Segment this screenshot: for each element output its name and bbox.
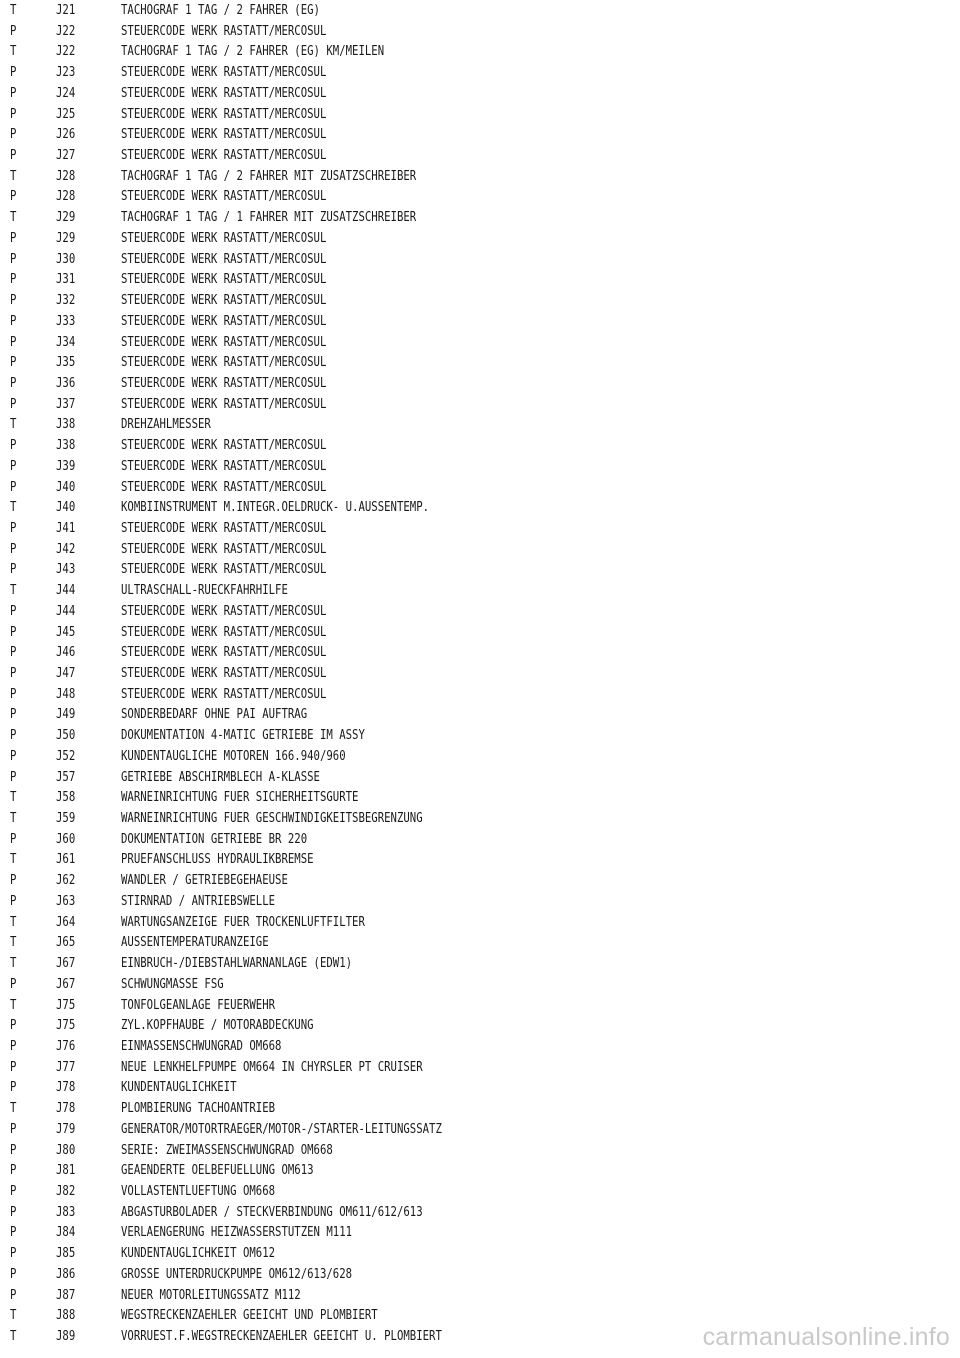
- row-code: J30: [56, 251, 76, 267]
- row-description: TACHOGRAF 1 TAG / 1 FAHRER MIT ZUSATZSCHREIBER: [121, 210, 417, 226]
- list-item: [10, 415, 950, 436]
- row-code: J27: [56, 148, 76, 164]
- list-item: [10, 913, 950, 934]
- row-code: J41: [56, 520, 76, 536]
- row-description: AUSSENTEMPERATURANZEIGE: [121, 935, 269, 951]
- row-description: KUNDENTAUGLICHE MOTOREN 166.940/960: [121, 748, 346, 764]
- row-description: STEUERCODE WERK RASTATT/MERCOSUL: [121, 479, 327, 495]
- row-description: EINMASSENSCHWUNGRAD OM668: [121, 1038, 282, 1054]
- row-type: P: [10, 1080, 17, 1096]
- row-type: P: [10, 1204, 17, 1220]
- list-item: [10, 353, 950, 374]
- row-type: T: [10, 500, 17, 516]
- row-code: J84: [56, 1225, 76, 1241]
- row-type: T: [10, 210, 17, 226]
- row-type: P: [10, 624, 17, 640]
- row-type: P: [10, 230, 17, 246]
- row-code: J38: [56, 417, 76, 433]
- list-item: [10, 374, 950, 395]
- list-item: [10, 291, 950, 312]
- row-code: J43: [56, 562, 76, 578]
- row-type: P: [10, 127, 17, 143]
- row-type: P: [10, 728, 17, 744]
- row-type: P: [10, 272, 17, 288]
- list-item: [10, 270, 950, 291]
- row-code: J29: [56, 210, 76, 226]
- row-type: P: [10, 479, 17, 495]
- list-item: [10, 229, 950, 250]
- row-type: P: [10, 438, 17, 454]
- row-type: T: [10, 417, 17, 433]
- row-code: J39: [56, 458, 76, 474]
- row-type: T: [10, 852, 17, 868]
- row-type: P: [10, 603, 17, 619]
- row-type: P: [10, 23, 17, 39]
- list-item: [10, 850, 950, 871]
- list-item: [10, 478, 950, 499]
- row-type: P: [10, 562, 17, 578]
- row-code: J76: [56, 1038, 76, 1054]
- watermark: carmanualsonline.info: [702, 1323, 950, 1351]
- row-type: T: [10, 1101, 17, 1117]
- row-code: J63: [56, 893, 76, 909]
- row-type: P: [10, 1142, 17, 1158]
- row-type: P: [10, 1018, 17, 1034]
- row-description: STEUERCODE WERK RASTATT/MERCOSUL: [121, 666, 327, 681]
- row-type: P: [10, 1225, 17, 1241]
- row-description: STEUERCODE WERK RASTATT/MERCOSUL: [121, 603, 327, 619]
- list-item: [10, 560, 950, 581]
- list-item: [10, 747, 950, 768]
- row-code: J22: [56, 23, 76, 39]
- row-code: J86: [56, 1266, 76, 1282]
- row-description: SCHWUNGMASSE FSG: [121, 976, 224, 992]
- row-description: STEUERCODE WERK RASTATT/MERCOSUL: [121, 458, 327, 474]
- row-code: J34: [56, 334, 76, 350]
- row-type: P: [10, 1183, 17, 1199]
- list-item: [10, 519, 950, 540]
- row-code: J57: [56, 769, 76, 785]
- row-type: P: [10, 1059, 17, 1075]
- row-type: P: [10, 1266, 17, 1282]
- row-type: T: [10, 168, 17, 184]
- list-item: [10, 1058, 950, 1079]
- row-description: WANDLER / GETRIEBEGEHAEUSE: [121, 873, 288, 889]
- row-description: VOLLASTENTLUEFTUNG OM668: [121, 1183, 276, 1199]
- row-description: KUNDENTAUGLICHKEIT: [121, 1080, 237, 1096]
- row-type: T: [10, 1329, 17, 1344]
- list-item: [10, 1223, 950, 1244]
- row-type: P: [10, 396, 17, 412]
- row-code: J32: [56, 293, 76, 309]
- row-type: P: [10, 355, 17, 371]
- list-item: [10, 436, 950, 457]
- row-code: J67: [56, 976, 76, 992]
- row-description: STEUERCODE WERK RASTATT/MERCOSUL: [121, 645, 327, 661]
- row-description: PRUEFANSCHLUSS HYDRAULIKBREMSE: [121, 852, 314, 868]
- row-code: J52: [56, 748, 76, 764]
- row-code: J62: [56, 873, 76, 889]
- row-type: P: [10, 666, 17, 681]
- row-description: STEUERCODE WERK RASTATT/MERCOSUL: [121, 375, 327, 391]
- list-item: [10, 664, 950, 685]
- row-description: STEUERCODE WERK RASTATT/MERCOSUL: [121, 272, 327, 288]
- row-description: STEUERCODE WERK RASTATT/MERCOSUL: [121, 251, 327, 267]
- row-code: J24: [56, 85, 76, 101]
- list-item: [10, 1265, 950, 1286]
- row-type: T: [10, 914, 17, 930]
- row-type: P: [10, 313, 17, 329]
- list-item: [10, 84, 950, 105]
- row-type: P: [10, 458, 17, 474]
- row-type: T: [10, 790, 17, 806]
- row-type: P: [10, 707, 17, 723]
- row-code: J37: [56, 396, 76, 412]
- row-description: STEUERCODE WERK RASTATT/MERCOSUL: [121, 23, 327, 39]
- row-code: J44: [56, 583, 76, 599]
- code-listing: [10, 1, 950, 1348]
- row-type: P: [10, 873, 17, 889]
- list-item: [10, 498, 950, 519]
- list-item: [10, 1037, 950, 1058]
- row-description: STEUERCODE WERK RASTATT/MERCOSUL: [121, 624, 327, 640]
- list-item: [10, 63, 950, 84]
- row-code: J83: [56, 1204, 76, 1220]
- row-code: J78: [56, 1080, 76, 1096]
- row-description: STEUERCODE WERK RASTATT/MERCOSUL: [121, 230, 327, 246]
- row-code: J31: [56, 272, 76, 288]
- list-item: [10, 1141, 950, 1162]
- row-description: GROSSE UNTERDRUCKPUMPE OM612/613/628: [121, 1266, 353, 1282]
- list-item: [10, 1203, 950, 1224]
- list-item: [10, 1120, 950, 1141]
- row-type: P: [10, 1246, 17, 1262]
- row-type: P: [10, 293, 17, 309]
- row-code: J85: [56, 1246, 76, 1262]
- row-description: DREHZAHLMESSER: [121, 417, 211, 433]
- row-code: J78: [56, 1101, 76, 1117]
- list-item: [10, 1244, 950, 1265]
- list-item: [10, 167, 950, 188]
- row-type: P: [10, 831, 17, 847]
- list-item: [10, 643, 950, 664]
- row-code: J50: [56, 728, 76, 744]
- row-code: J88: [56, 1308, 76, 1324]
- row-code: J38: [56, 438, 76, 454]
- row-code: J21: [56, 3, 76, 18]
- row-description: ULTRASCHALL-RUECKFAHRHILFE: [121, 583, 288, 599]
- list-item: [10, 395, 950, 416]
- row-type: P: [10, 541, 17, 557]
- row-type: P: [10, 1038, 17, 1054]
- row-description: WARNEINRICHTUNG FUER SICHERHEITSGURTE: [121, 790, 359, 806]
- row-code: J47: [56, 666, 76, 681]
- list-item: [10, 1078, 950, 1099]
- row-description: WARNEINRICHTUNG FUER GESCHWINDIGKEITSBEGRENZUNG: [121, 811, 423, 827]
- row-type: P: [10, 65, 17, 81]
- row-code: J28: [56, 168, 76, 184]
- row-description: KUNDENTAUGLICHKEIT OM612: [121, 1246, 276, 1262]
- row-type: P: [10, 520, 17, 536]
- list-item: [10, 1286, 950, 1307]
- row-code: J28: [56, 189, 76, 205]
- row-description: STEUERCODE WERK RASTATT/MERCOSUL: [121, 562, 327, 578]
- row-description: TACHOGRAF 1 TAG / 2 FAHRER (EG) KM/MEILEN: [121, 44, 385, 60]
- list-item: [10, 146, 950, 167]
- row-code: J48: [56, 686, 76, 702]
- row-description: VERLAENGERUNG HEIZWASSERSTUTZEN M111: [121, 1225, 353, 1241]
- row-description: STEUERCODE WERK RASTATT/MERCOSUL: [121, 438, 327, 454]
- row-description: NEUE LENKHELFPUMPE OM664 IN CHYRSLER PT CRUISER: [121, 1059, 423, 1075]
- row-description: STEUERCODE WERK RASTATT/MERCOSUL: [121, 127, 327, 143]
- row-description: TONFOLGEANLAGE FEUERWEHR: [121, 997, 276, 1013]
- row-type: P: [10, 189, 17, 205]
- row-description: STEUERCODE WERK RASTATT/MERCOSUL: [121, 355, 327, 371]
- row-description: EINBRUCH-/DIEBSTAHLWARNANLAGE (EDW1): [121, 956, 353, 972]
- row-code: J22: [56, 44, 76, 60]
- row-code: J42: [56, 541, 76, 557]
- row-type: T: [10, 1308, 17, 1324]
- list-item: [10, 809, 950, 830]
- row-code: J40: [56, 500, 76, 516]
- row-code: J75: [56, 1018, 76, 1034]
- row-type: P: [10, 748, 17, 764]
- row-description: TACHOGRAF 1 TAG / 2 FAHRER (EG): [121, 3, 320, 18]
- list-item: [10, 1, 950, 22]
- row-code: J60: [56, 831, 76, 847]
- row-code: J64: [56, 914, 76, 930]
- row-type: P: [10, 1121, 17, 1137]
- row-description: STEUERCODE WERK RASTATT/MERCOSUL: [121, 686, 327, 702]
- list-item: [10, 22, 950, 43]
- row-type: T: [10, 811, 17, 827]
- list-item: [10, 892, 950, 913]
- row-type: T: [10, 935, 17, 951]
- row-code: J79: [56, 1121, 76, 1137]
- row-description: WARTUNGSANZEIGE FUER TROCKENLUFTFILTER: [121, 914, 365, 930]
- row-type: T: [10, 3, 17, 18]
- list-item: [10, 623, 950, 644]
- list-item: [10, 705, 950, 726]
- row-description: NEUER MOTORLEITUNGSSATZ M112: [121, 1287, 301, 1303]
- row-description: STEUERCODE WERK RASTATT/MERCOSUL: [121, 148, 327, 164]
- row-description: STEUERCODE WERK RASTATT/MERCOSUL: [121, 65, 327, 81]
- list-item: [10, 540, 950, 561]
- row-code: J23: [56, 65, 76, 81]
- row-type: T: [10, 956, 17, 972]
- row-description: STIRNRAD / ANTRIEBSWELLE: [121, 893, 276, 909]
- list-item: [10, 602, 950, 623]
- list-item: [10, 581, 950, 602]
- list-item: [10, 954, 950, 975]
- row-code: J77: [56, 1059, 76, 1075]
- list-item: [10, 996, 950, 1017]
- row-type: P: [10, 106, 17, 122]
- row-code: J82: [56, 1183, 76, 1199]
- row-code: J29: [56, 230, 76, 246]
- row-type: T: [10, 44, 17, 60]
- list-item: [10, 208, 950, 229]
- row-code: J46: [56, 645, 76, 661]
- list-item: [10, 1182, 950, 1203]
- row-code: J44: [56, 603, 76, 619]
- row-type: T: [10, 997, 17, 1013]
- row-description: STEUERCODE WERK RASTATT/MERCOSUL: [121, 293, 327, 309]
- row-description: VORRUEST.F.WEGSTRECKENZAEHLER GEEICHT U. PLOMBIERT: [121, 1329, 442, 1344]
- row-type: T: [10, 583, 17, 599]
- list-item: [10, 726, 950, 747]
- row-description: STEUERCODE WERK RASTATT/MERCOSUL: [121, 520, 327, 536]
- list-item: [10, 1099, 950, 1120]
- list-item: [10, 250, 950, 271]
- row-type: P: [10, 645, 17, 661]
- row-description: STEUERCODE WERK RASTATT/MERCOSUL: [121, 334, 327, 350]
- row-code: J80: [56, 1142, 76, 1158]
- row-code: J89: [56, 1329, 76, 1344]
- row-description: PLOMBIERUNG TACHOANTRIEB: [121, 1101, 276, 1117]
- row-description: GEAENDERTE OELBEFUELLUNG OM613: [121, 1163, 314, 1179]
- row-code: J45: [56, 624, 76, 640]
- list-item: [10, 830, 950, 851]
- row-type: P: [10, 1287, 17, 1303]
- row-description: ZYL.KOPFHAUBE / MOTORABDECKUNG: [121, 1018, 314, 1034]
- list-item: [10, 685, 950, 706]
- row-code: J36: [56, 375, 76, 391]
- row-code: J26: [56, 127, 76, 143]
- list-item: [10, 457, 950, 478]
- row-code: J40: [56, 479, 76, 495]
- row-description: TACHOGRAF 1 TAG / 2 FAHRER MIT ZUSATZSCHREIBER: [121, 168, 417, 184]
- row-code: J61: [56, 852, 76, 868]
- row-description: KOMBIINSTRUMENT M.INTEGR.OELDRUCK- U.AUSSENTEMP.: [121, 500, 430, 516]
- row-description: SERIE: ZWEIMASSENSCHWUNGRAD OM668: [121, 1142, 333, 1158]
- list-item: [10, 1016, 950, 1037]
- list-item: [10, 312, 950, 333]
- row-description: STEUERCODE WERK RASTATT/MERCOSUL: [121, 106, 327, 122]
- row-description: DOKUMENTATION GETRIEBE BR 220: [121, 831, 308, 847]
- row-description: DOKUMENTATION 4-MATIC GETRIEBE IM ASSY: [121, 728, 365, 744]
- row-description: STEUERCODE WERK RASTATT/MERCOSUL: [121, 85, 327, 101]
- row-description: STEUERCODE WERK RASTATT/MERCOSUL: [121, 189, 327, 205]
- row-code: J58: [56, 790, 76, 806]
- row-type: P: [10, 334, 17, 350]
- row-code: J33: [56, 313, 76, 329]
- row-code: J49: [56, 707, 76, 723]
- row-code: J75: [56, 997, 76, 1013]
- row-description: GENERATOR/MOTORTRAEGER/MOTOR-/STARTER-LEITUNGSSATZ: [121, 1121, 442, 1137]
- row-code: J65: [56, 935, 76, 951]
- row-code: J35: [56, 355, 76, 371]
- row-description: SONDERBEDARF OHNE PAI AUFTRAG: [121, 707, 308, 723]
- row-description: STEUERCODE WERK RASTATT/MERCOSUL: [121, 396, 327, 412]
- row-code: J67: [56, 956, 76, 972]
- row-description: ABGASTURBOLADER / STECKVERBINDUNG OM611/612/613: [121, 1204, 423, 1220]
- row-description: GETRIEBE ABSCHIRMBLECH A-KLASSE: [121, 769, 320, 785]
- list-item: [10, 187, 950, 208]
- list-item: [10, 788, 950, 809]
- row-type: P: [10, 1163, 17, 1179]
- row-type: P: [10, 686, 17, 702]
- list-item: [10, 42, 950, 63]
- list-item: [10, 768, 950, 789]
- row-type: P: [10, 148, 17, 164]
- list-item: [10, 333, 950, 354]
- row-type: P: [10, 375, 17, 391]
- list-item: [10, 105, 950, 126]
- row-code: J25: [56, 106, 76, 122]
- row-code: J81: [56, 1163, 76, 1179]
- row-description: WEGSTRECKENZAEHLER GEEICHT UND PLOMBIERT: [121, 1308, 378, 1324]
- row-type: P: [10, 893, 17, 909]
- row-type: P: [10, 251, 17, 267]
- list-item: [10, 975, 950, 996]
- row-code: J59: [56, 811, 76, 827]
- list-item: [10, 1161, 950, 1182]
- list-item: [10, 871, 950, 892]
- list-item: [10, 125, 950, 146]
- row-type: P: [10, 85, 17, 101]
- list-item: [10, 933, 950, 954]
- row-type: P: [10, 769, 17, 785]
- row-description: STEUERCODE WERK RASTATT/MERCOSUL: [121, 541, 327, 557]
- row-type: P: [10, 976, 17, 992]
- row-code: J87: [56, 1287, 76, 1303]
- row-description: STEUERCODE WERK RASTATT/MERCOSUL: [121, 313, 327, 329]
